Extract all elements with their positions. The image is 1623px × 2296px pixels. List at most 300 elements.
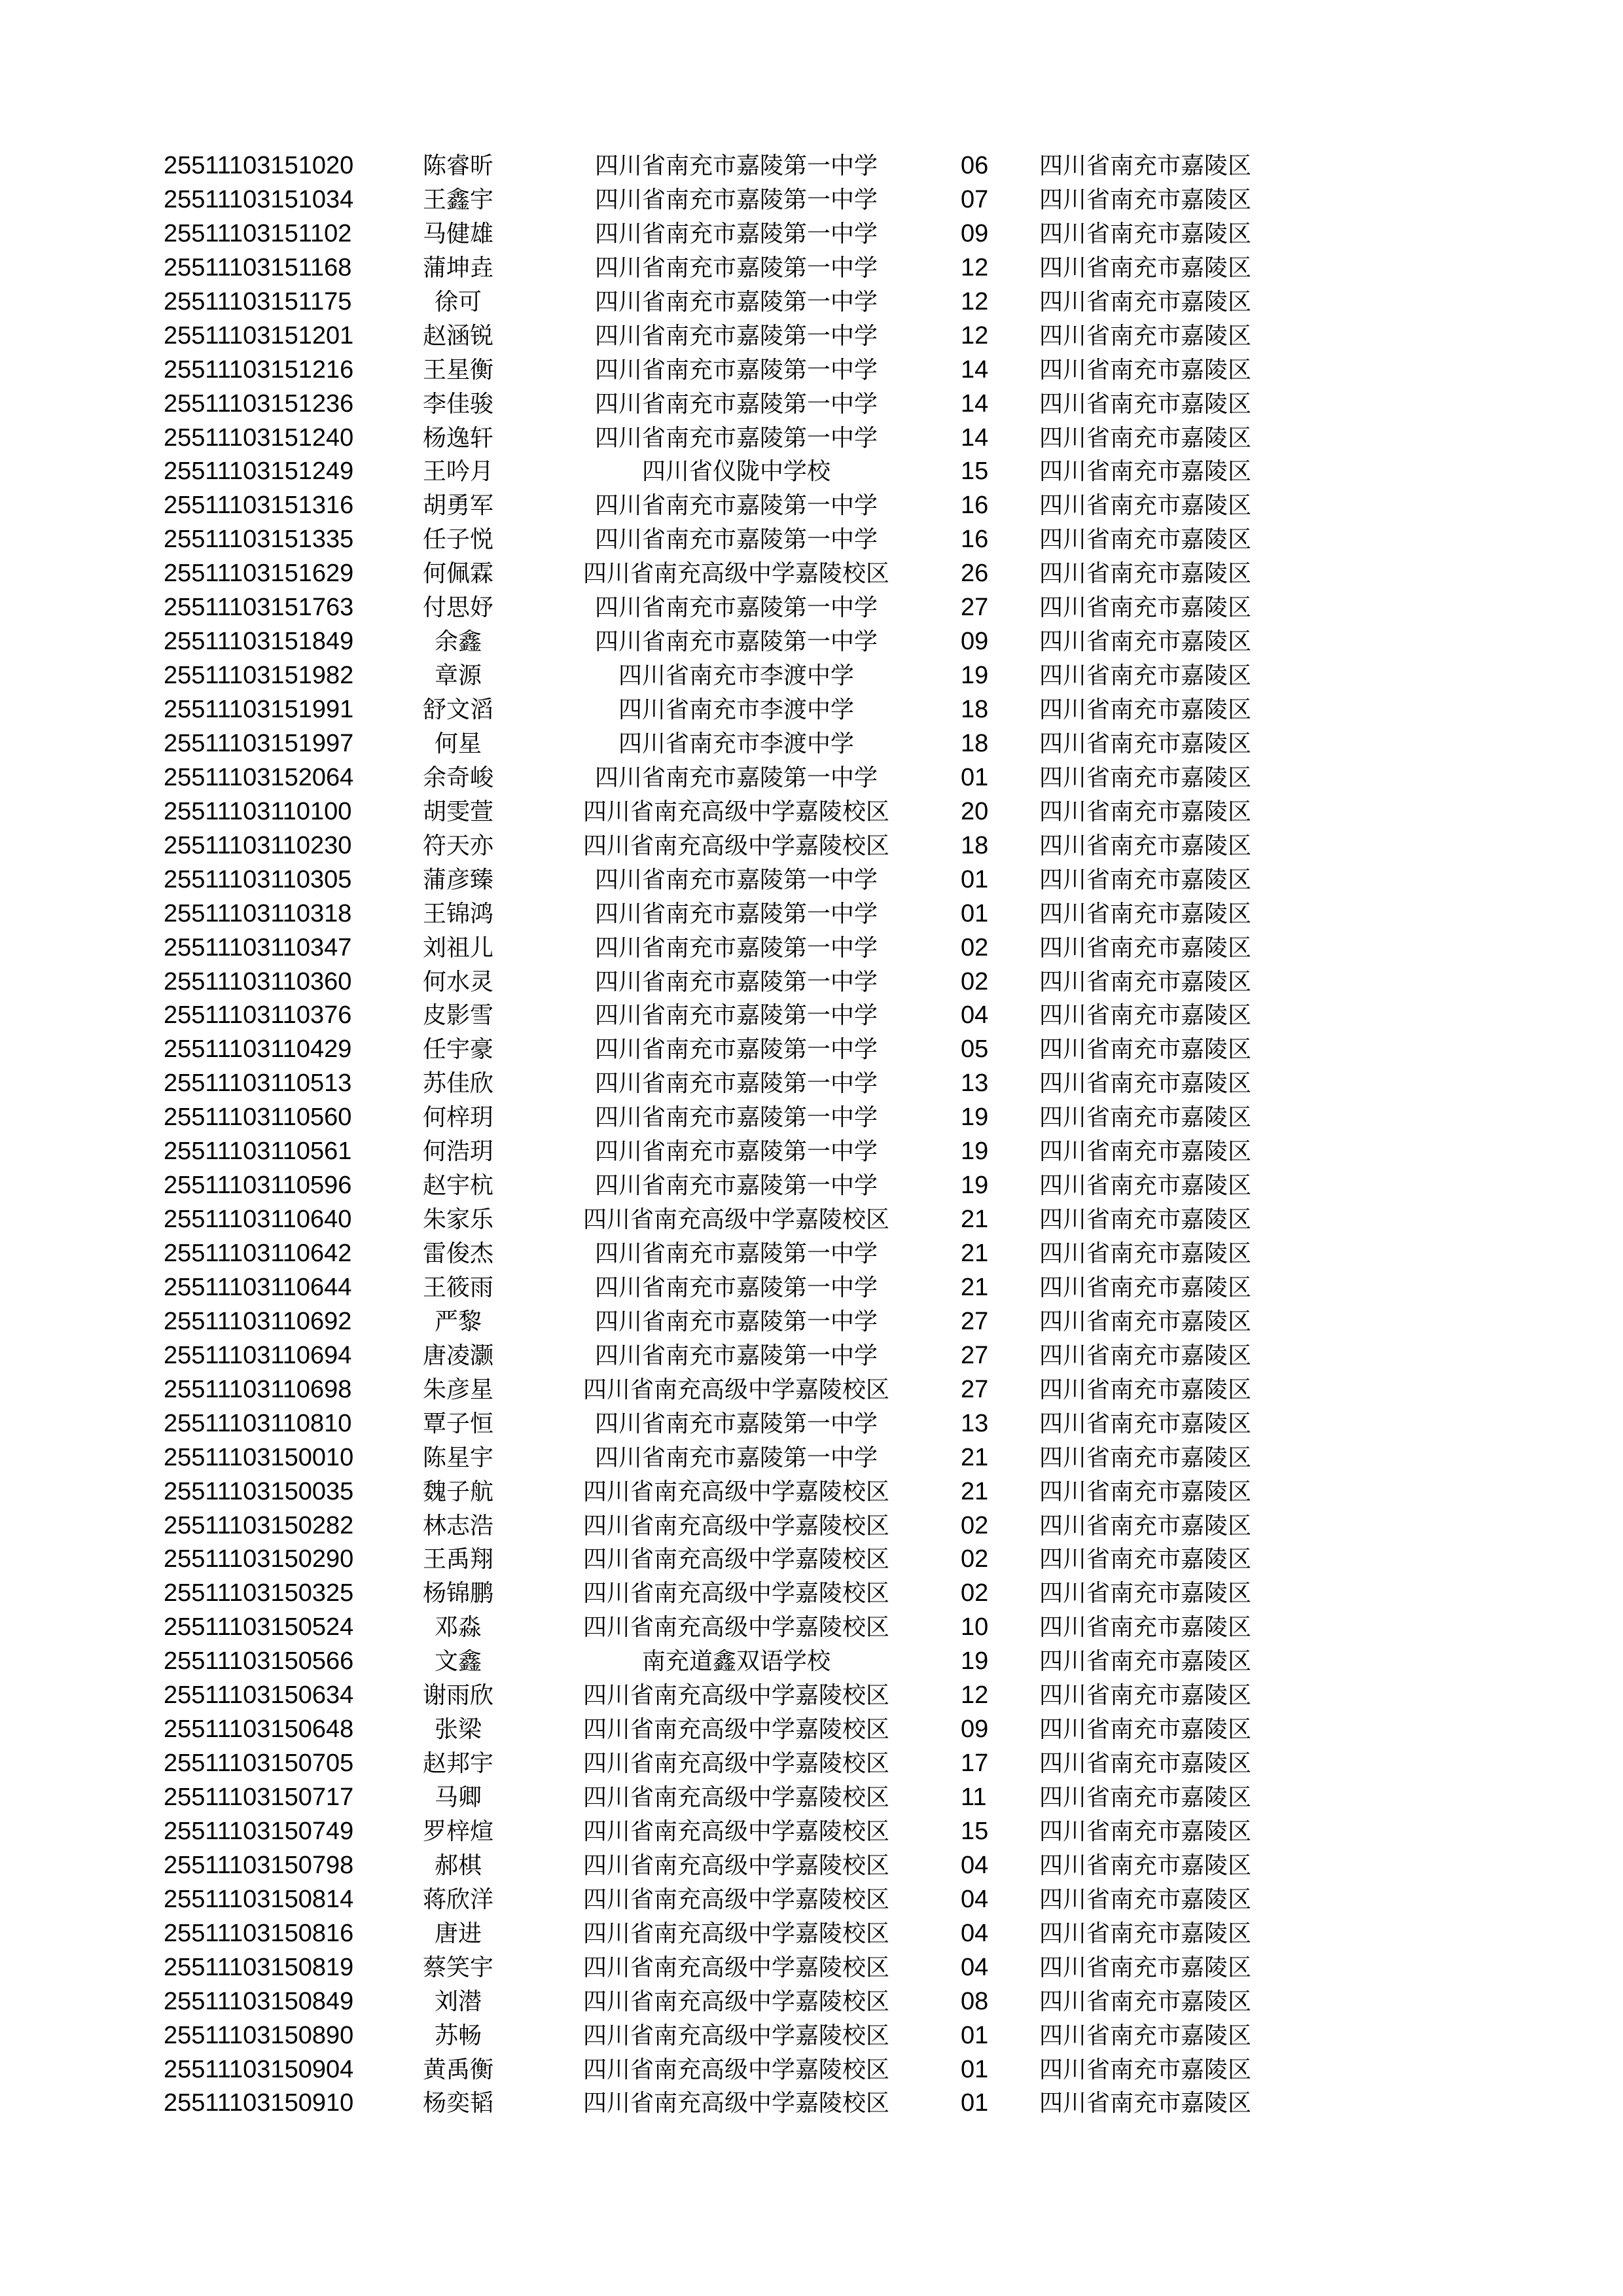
class-number-cell: 10 [961,1613,989,1641]
student-name-cell: 何星 [434,730,482,757]
school-cell: 四川省南充市嘉陵第一中学 [594,1172,878,1200]
student-name-cell: 马健雄 [422,220,493,247]
region-cell: 四川省南充市嘉陵区 [1039,1546,1252,1573]
region-cell: 四川省南充市嘉陵区 [1039,492,1252,520]
table-row [0,251,1623,285]
student-id-cell: 25511103151034 [164,185,354,213]
student-id-cell: 25511103110100 [164,797,352,825]
student-name-cell: 杨逸轩 [422,424,493,452]
student-name-cell: 赵涵锐 [422,322,493,350]
student-name-cell: 胡勇军 [422,492,493,520]
student-id-cell: 25511103150849 [164,1987,354,2015]
student-id-cell: 25511103150749 [164,1817,354,1845]
class-number-cell: 02 [961,1579,989,1607]
class-number-cell: 01 [961,865,989,893]
table-row [0,591,1623,625]
student-id-cell: 25511103150566 [164,1647,354,1676]
class-number-cell: 21 [961,1477,989,1505]
class-number-cell: 01 [961,763,989,791]
student-name-cell: 魏子航 [422,1478,493,1505]
student-name-cell: 舒文滔 [422,696,493,723]
class-number-cell: 14 [961,389,989,418]
region-cell: 四川省南充市嘉陵区 [1039,2056,1252,2083]
student-name-cell: 余奇峻 [422,764,493,791]
table-row [0,1101,1623,1135]
student-id-cell: 25511103151175 [164,287,352,315]
student-id-cell: 25511103110347 [164,933,352,961]
class-number-cell: 02 [961,1545,989,1573]
region-cell: 四川省南充市嘉陵区 [1039,1342,1252,1369]
region-cell: 四川省南充市嘉陵区 [1039,1716,1252,1744]
class-number-cell: 14 [961,355,989,384]
region-cell: 四川省南充市嘉陵区 [1039,1410,1252,1437]
table-row [0,489,1623,523]
class-number-cell: 01 [961,2089,989,2117]
student-name-cell: 蒋欣洋 [422,1886,493,1913]
student-name-cell: 罗梓煊 [422,1818,493,1845]
table-row [0,557,1623,591]
class-number-cell: 04 [961,1953,989,1981]
region-cell: 四川省南充市嘉陵区 [1039,832,1252,859]
school-cell: 四川省南充市嘉陵第一中学 [594,1002,878,1030]
table-row [0,897,1623,931]
class-number-cell: 21 [961,1206,989,1234]
student-name-cell: 何佩霖 [422,560,493,588]
student-name-cell: 雷俊杰 [422,1240,493,1267]
student-id-cell: 25511103151849 [164,628,354,656]
student-name-cell: 苏畅 [434,2022,482,2049]
table-row [0,863,1623,897]
school-cell: 四川省南充市嘉陵第一中学 [594,934,878,961]
class-number-cell: 05 [961,1035,989,1064]
class-number-cell: 04 [961,1885,989,1913]
class-number-cell: 07 [961,185,989,213]
class-number-cell: 04 [961,1851,989,1879]
table-row [0,1917,1623,1951]
class-number-cell: 19 [961,662,989,690]
table-row [0,795,1623,829]
student-id-cell: 25511103151236 [164,389,354,418]
region-cell: 四川省南充市嘉陵区 [1039,220,1252,247]
table-row [0,1679,1623,1713]
school-cell: 四川省南充市嘉陵第一中学 [594,1444,878,1471]
student-id-cell: 25511103150010 [164,1443,354,1471]
student-name-cell: 徐可 [434,288,482,315]
class-number-cell: 17 [961,1749,989,1778]
student-name-cell: 王吟月 [422,458,493,486]
school-cell: 四川省南充高级中学嘉陵校区 [582,2022,889,2049]
student-name-cell: 陈睿昕 [422,152,493,179]
class-number-cell: 01 [961,2021,989,2049]
school-cell: 四川省南充市嘉陵第一中学 [594,1240,878,1267]
table-row [0,1713,1623,1747]
student-name-cell: 何水灵 [422,968,493,996]
table-row [0,1747,1623,1781]
student-id-cell: 25511103151168 [164,253,352,281]
table-row [0,523,1623,557]
school-cell: 四川省南充市嘉陵第一中学 [594,526,878,554]
class-number-cell: 09 [961,628,989,656]
region-cell: 四川省南充市嘉陵区 [1039,662,1252,690]
student-id-cell: 25511103110360 [164,967,352,996]
class-number-cell: 09 [961,219,989,247]
student-name-cell: 陈星宇 [422,1444,493,1471]
school-cell: 四川省南充高级中学嘉陵校区 [582,2056,889,2083]
student-name-cell: 王禹翔 [422,1546,493,1573]
school-cell: 四川省南充市李渡中学 [618,662,854,690]
student-name-cell: 刘祖儿 [422,934,493,961]
table-row [0,1985,1623,2019]
school-cell: 四川省南充高级中学嘉陵校区 [582,560,889,588]
school-cell: 四川省南充市嘉陵第一中学 [594,764,878,791]
class-number-cell: 15 [961,457,989,486]
student-id-cell: 25511103150890 [164,2021,354,2049]
student-id-cell: 25511103110810 [164,1409,352,1437]
region-cell: 四川省南充市嘉陵区 [1039,1308,1252,1335]
region-cell: 四川省南充市嘉陵区 [1039,254,1252,281]
class-number-cell: 12 [961,1681,989,1710]
school-cell: 四川省南充市嘉陵第一中学 [594,1138,878,1166]
student-id-cell: 25511103152064 [164,763,354,791]
class-number-cell: 27 [961,1307,989,1335]
student-name-cell: 郝棋 [434,1852,482,1879]
class-number-cell: 08 [961,1987,989,2015]
student-name-cell: 何梓玥 [422,1104,493,1132]
table-row [0,1815,1623,1849]
class-number-cell: 14 [961,423,989,452]
table-row [0,1577,1623,1611]
table-row [0,659,1623,693]
student-name-cell: 王鑫宇 [422,186,493,213]
student-name-cell: 胡雯萱 [422,798,493,825]
region-cell: 四川省南充市嘉陵区 [1039,628,1252,656]
class-number-cell: 09 [961,1715,989,1744]
class-number-cell: 27 [961,594,989,622]
student-id-cell: 25511103151629 [164,560,354,588]
school-cell: 四川省南充市李渡中学 [618,730,854,757]
student-name-cell: 章源 [434,662,482,690]
table-row [0,1475,1623,1509]
region-cell: 四川省南充市嘉陵区 [1039,288,1252,315]
school-cell: 四川省南充市嘉陵第一中学 [594,254,878,281]
class-number-cell: 15 [961,1817,989,1845]
student-name-cell: 王锦鸿 [422,900,493,927]
student-name-cell: 唐进 [434,1920,482,1947]
table-row [0,149,1623,183]
table-row [0,625,1623,659]
class-number-cell: 04 [961,1919,989,1947]
student-id-cell: 25511103150325 [164,1579,354,1607]
student-name-cell: 黄禹衡 [422,2056,493,2083]
school-cell: 四川省南充高级中学嘉陵校区 [582,1478,889,1505]
class-number-cell: 19 [961,1138,989,1166]
table-row [0,455,1623,489]
student-id-cell: 25511103110561 [164,1138,352,1166]
table-row [0,1951,1623,1985]
region-cell: 四川省南充市嘉陵区 [1039,1206,1252,1234]
student-id-cell: 25511103110642 [164,1240,352,1267]
student-id-cell: 25511103151249 [164,457,354,486]
region-cell: 四川省南充市嘉陵区 [1039,390,1252,418]
table-row [0,2053,1623,2087]
region-cell: 四川省南充市嘉陵区 [1039,1682,1252,1710]
table-row [0,1883,1623,1917]
class-number-cell: 20 [961,797,989,825]
school-cell: 四川省南充市嘉陵第一中学 [594,1274,878,1301]
class-number-cell: 13 [961,1409,989,1437]
region-cell: 四川省南充市嘉陵区 [1039,1512,1252,1539]
table-row [0,422,1623,456]
school-cell: 四川省南充市嘉陵第一中学 [594,628,878,656]
student-id-cell: 25511103151201 [164,321,354,350]
region-cell: 四川省南充市嘉陵区 [1039,764,1252,791]
student-id-cell: 25511103150816 [164,1919,354,1947]
student-id-cell: 25511103151997 [164,729,354,757]
school-cell: 四川省南充市嘉陵第一中学 [594,152,878,179]
table-row [0,693,1623,727]
student-name-cell: 任子悦 [422,526,493,554]
table-row [0,1645,1623,1679]
table-row [0,1339,1623,1373]
student-name-cell: 赵宇杭 [422,1172,493,1200]
student-id-cell: 25511103110513 [164,1069,352,1098]
student-id-cell: 25511103110692 [164,1307,352,1335]
student-id-cell: 25511103150634 [164,1681,354,1710]
table-row [0,727,1623,761]
table-row [0,285,1623,319]
region-cell: 四川省南充市嘉陵区 [1039,968,1252,996]
student-name-cell: 杨奕韬 [422,2090,493,2117]
class-number-cell: 13 [961,1069,989,1098]
region-cell: 四川省南充市嘉陵区 [1039,526,1252,554]
student-name-cell: 谢雨欣 [422,1682,493,1710]
school-cell: 四川省南充高级中学嘉陵校区 [582,1206,889,1234]
student-name-cell: 杨锦鹏 [422,1580,493,1607]
region-cell: 四川省南充市嘉陵区 [1039,1818,1252,1845]
region-cell: 四川省南充市嘉陵区 [1039,2090,1252,2117]
table-row [0,387,1623,422]
student-name-cell: 苏佳欣 [422,1070,493,1098]
table-row [0,829,1623,863]
school-cell: 四川省南充市李渡中学 [618,696,854,723]
school-cell: 四川省南充市嘉陵第一中学 [594,1410,878,1437]
student-name-cell: 李佳骏 [422,390,493,418]
table-row [0,353,1623,387]
school-cell: 四川省南充市嘉陵第一中学 [594,1308,878,1335]
student-name-cell: 唐凌灏 [422,1342,493,1369]
school-cell: 四川省南充高级中学嘉陵校区 [582,1784,889,1811]
school-cell: 四川省南充高级中学嘉陵校区 [582,1580,889,1607]
school-cell: 四川省南充市嘉陵第一中学 [594,390,878,418]
student-name-cell: 马卿 [434,1784,482,1811]
table-row [0,1033,1623,1067]
region-cell: 四川省南充市嘉陵区 [1039,1648,1252,1676]
class-number-cell: 12 [961,287,989,315]
table-row [0,1441,1623,1475]
class-number-cell: 21 [961,1240,989,1267]
table-row [0,1237,1623,1271]
school-cell: 四川省南充高级中学嘉陵校区 [582,1954,889,1981]
student-id-cell: 25511103151335 [164,526,354,554]
student-id-cell: 25511103110318 [164,899,352,927]
school-cell: 四川省南充市嘉陵第一中学 [594,900,878,927]
school-cell: 四川省南充市嘉陵第一中学 [594,186,878,213]
student-name-cell: 蔡笑宇 [422,1954,493,1981]
region-cell: 四川省南充市嘉陵区 [1039,1478,1252,1505]
table-row [0,1407,1623,1441]
region-cell: 四川省南充市嘉陵区 [1039,866,1252,893]
region-cell: 四川省南充市嘉陵区 [1039,1002,1252,1030]
student-name-cell: 文鑫 [434,1648,482,1676]
student-name-cell: 符天亦 [422,832,493,859]
student-id-cell: 25511103110596 [164,1172,352,1200]
school-cell: 四川省南充高级中学嘉陵校区 [582,832,889,859]
student-id-cell: 25511103151102 [164,219,352,247]
school-cell: 四川省南充高级中学嘉陵校区 [582,1682,889,1710]
region-cell: 四川省南充市嘉陵区 [1039,1274,1252,1301]
student-id-cell: 25511103110644 [164,1273,352,1301]
student-name-cell: 付思妤 [422,594,493,622]
region-cell: 四川省南充市嘉陵区 [1039,730,1252,757]
student-name-cell: 邓淼 [434,1614,482,1641]
class-number-cell: 19 [961,1172,989,1200]
student-id-cell: 25511103110305 [164,865,352,893]
school-cell: 四川省南充高级中学嘉陵校区 [582,1818,889,1845]
student-name-cell: 余鑫 [434,628,482,656]
class-number-cell: 18 [961,696,989,723]
table-row [0,1849,1623,1883]
school-cell: 四川省南充高级中学嘉陵校区 [582,1376,889,1403]
student-id-cell: 25511103150798 [164,1851,354,1879]
region-cell: 四川省南充市嘉陵区 [1039,1376,1252,1403]
school-cell: 四川省南充高级中学嘉陵校区 [582,1614,889,1641]
table-row [0,931,1623,965]
student-name-cell: 赵邦宇 [422,1750,493,1778]
student-id-cell: 25511103110698 [164,1375,352,1403]
table-row [0,183,1623,217]
school-cell: 四川省南充市嘉陵第一中学 [594,866,878,893]
student-id-cell: 25511103150814 [164,1885,354,1913]
region-cell: 四川省南充市嘉陵区 [1039,1444,1252,1471]
school-cell: 四川省南充市嘉陵第一中学 [594,594,878,622]
student-name-cell: 王星衡 [422,356,493,384]
region-cell: 四川省南充市嘉陵区 [1039,798,1252,825]
table-row [0,1067,1623,1101]
school-cell: 四川省南充市嘉陵第一中学 [594,968,878,996]
student-id-cell: 25511103151216 [164,355,354,384]
table-row [0,1781,1623,1815]
region-cell: 四川省南充市嘉陵区 [1039,1614,1252,1641]
class-number-cell: 19 [961,1647,989,1676]
student-name-cell: 朱家乐 [422,1206,493,1234]
table-row [0,1135,1623,1169]
region-cell: 四川省南充市嘉陵区 [1039,1920,1252,1947]
table-row [0,1169,1623,1203]
class-number-cell: 16 [961,526,989,554]
school-cell: 四川省南充高级中学嘉陵校区 [582,1886,889,1913]
student-name-cell: 张梁 [434,1716,482,1744]
school-cell: 四川省南充高级中学嘉陵校区 [582,1546,889,1573]
class-number-cell: 19 [961,1103,989,1132]
class-number-cell: 27 [961,1341,989,1369]
student-name-cell: 何浩玥 [422,1138,493,1166]
student-id-cell: 25511103150819 [164,1953,354,1981]
student-id-cell: 25511103110230 [164,831,352,859]
class-number-cell: 21 [961,1273,989,1301]
table-row [0,1271,1623,1305]
student-id-cell: 25511103110640 [164,1206,352,1234]
school-cell: 四川省南充高级中学嘉陵校区 [582,2090,889,2117]
class-number-cell: 04 [961,1001,989,1030]
student-id-cell: 25511103110694 [164,1341,352,1369]
table-row [0,1305,1623,1339]
class-number-cell: 12 [961,253,989,281]
region-cell: 四川省南充市嘉陵区 [1039,458,1252,486]
region-cell: 四川省南充市嘉陵区 [1039,934,1252,961]
region-cell: 四川省南充市嘉陵区 [1039,424,1252,452]
region-cell: 四川省南充市嘉陵区 [1039,696,1252,723]
region-cell: 四川省南充市嘉陵区 [1039,1784,1252,1811]
class-number-cell: 02 [961,967,989,996]
school-cell: 四川省南充市嘉陵第一中学 [594,1070,878,1098]
table-row [0,1203,1623,1237]
table-row [0,999,1623,1033]
region-cell: 四川省南充市嘉陵区 [1039,356,1252,384]
region-cell: 四川省南充市嘉陵区 [1039,152,1252,179]
table-row [0,319,1623,353]
school-cell: 四川省南充高级中学嘉陵校区 [582,1750,889,1778]
student-id-cell: 25511103151240 [164,423,354,452]
student-name-cell: 朱彦星 [422,1376,493,1403]
region-cell: 四川省南充市嘉陵区 [1039,594,1252,622]
student-id-cell: 25511103150282 [164,1511,354,1539]
class-number-cell: 26 [961,560,989,588]
student-id-cell: 25511103150705 [164,1749,354,1778]
student-id-cell: 25511103150035 [164,1477,354,1505]
class-number-cell: 12 [961,321,989,350]
student-id-cell: 25511103151316 [164,492,354,520]
region-cell: 四川省南充市嘉陵区 [1039,322,1252,350]
class-number-cell: 21 [961,1443,989,1471]
table-row [0,1509,1623,1543]
region-cell: 四川省南充市嘉陵区 [1039,1240,1252,1267]
student-name-cell: 刘潜 [434,1988,482,2015]
region-cell: 四川省南充市嘉陵区 [1039,1036,1252,1064]
region-cell: 四川省南充市嘉陵区 [1039,900,1252,927]
table-row [0,2087,1623,2121]
school-cell: 四川省南充市嘉陵第一中学 [594,1104,878,1132]
student-id-cell: 25511103150717 [164,1784,354,1811]
student-name-cell: 严黎 [434,1308,482,1335]
table-row [0,965,1623,999]
student-name-cell: 皮影雪 [422,1002,493,1030]
table-row [0,1373,1623,1407]
region-cell: 四川省南充市嘉陵区 [1039,1750,1252,1778]
school-cell: 四川省南充市嘉陵第一中学 [594,424,878,452]
class-number-cell: 27 [961,1375,989,1403]
student-id-cell: 25511103151982 [164,662,354,690]
student-id-cell: 25511103150290 [164,1545,354,1573]
region-cell: 四川省南充市嘉陵区 [1039,1580,1252,1607]
student-id-cell: 25511103151991 [164,696,354,723]
student-id-cell: 25511103150910 [164,2089,354,2117]
roster-table [0,149,1623,2121]
school-cell: 四川省南充高级中学嘉陵校区 [582,1988,889,2015]
school-cell: 四川省南充市嘉陵第一中学 [594,1342,878,1369]
school-cell: 四川省南充高级中学嘉陵校区 [582,1920,889,1947]
region-cell: 四川省南充市嘉陵区 [1039,1070,1252,1098]
student-name-cell: 蒲坤垚 [422,254,493,281]
